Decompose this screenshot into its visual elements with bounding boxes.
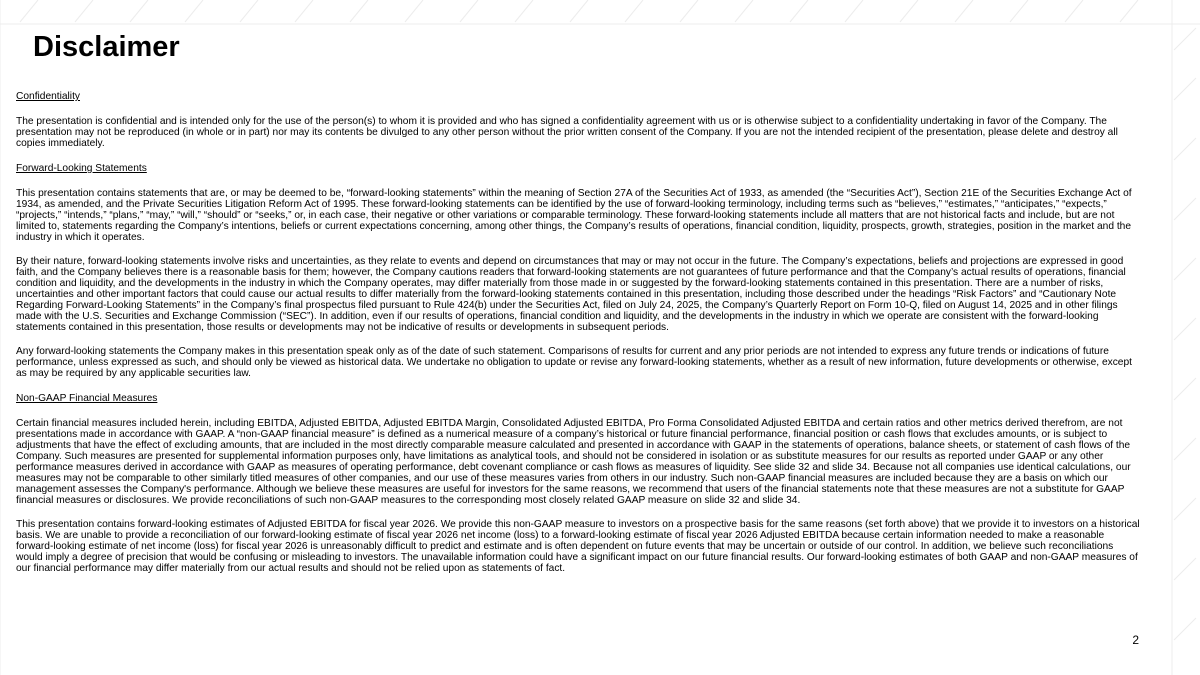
non-gaap-paragraph-1: Certain financial measures included herein, including EBITDA, Adjusted EBITDA, Adjusted EBITDA Margin, Consolidated Adjusted EBITDA, Pro Forma Consolidated Adjusted EBITDA and certain ratios and other metrics derived therefrom, are not presentations made in accordance with GAAP. A “non-GAAP financial measure” is defined as a numerical measure of a company’s historical or future financial performance, financial position or cash flows that excludes amounts, or is subject to adjustments that have the effect of excluding amounts, that are included in the most directly comparable measure calculated and presented in accordance with GAAP in the statements of operations, balance sheets, or statement of cash flows of the Company. Such measures are presented for supplemental information purposes only, have limitations as analytical tools, and should not be considered in isolation or as substitute measures for our results as reported under GAAP or any other performance measures derived in accordance with GAAP as measures of operating performance, debt covenant compliance or cash flows as measures of liquidity. See slide 32 and slide 34. Because not all companies use identical calculations, our measures may not be comparable to other similarly titled measures of other companies, and our use of these measures varies from others in our industry. Such non-GAAP financial measures are included because they are a basis on which our management assesses the Company's performance. Although we believe these measures are useful for investors for the same reasons, we recommend that users of the financial statements note that these measures are not a substitute for GAAP financial measures or disclosures. We provide reconciliations of such non-GAAP measures to the corresponding most closely related GAAP measure on slide 32 and slide 34.	[16, 418, 1131, 506]
disclaimer-body	[16, 91, 1142, 574]
page-number: 2	[1132, 633, 1139, 647]
non-gaap-heading: Non-GAAP Financial Measures	[16, 393, 158, 404]
forward-looking-paragraph-3: Any forward-looking statements the Company makes in this presentation speak only as of the date of such statement. Comparisons of results for current and any prior periods are not intended to express any future trends or indications of future performance, unless expressed as such, and should only be viewed as historical data. We undertake no obligation to update or revise any forward-looking statements, whether as a result of new information, future developments or otherwise, except as may be required by any applicable securities law.	[16, 346, 1132, 379]
confidentiality-paragraph: The presentation is confidential and is intended only for the use of the person(s) to whom it is provided and who has signed a confidentiality agreement with us or is otherwise subject to a confidentiality undertaking in favor of the Company. The presentation may not be reproduced (in whole or in part) nor may its contents be divulged to any other person without the prior written consent of the Company. If you are not the intended recipient of the presentation, please delete and destroy all copies immediately.	[16, 116, 1118, 149]
page-title: Disclaimer	[33, 31, 180, 63]
non-gaap-paragraph-2: This presentation contains forward-looking estimates of Adjusted EBITDA for fiscal year 2026. We provide this non-GAAP measure to investors on a prospective basis for the same reasons (set forth above) that we provide it to investors on a historical basis. We are unable to provide a reconciliation of our forward-looking estimate of fiscal year 2026 net income (loss) to a forward-looking estimate of fiscal year 2026 Adjusted EBITDA because certain information needed to make a reasonable forward-looking estimate of net income (loss) for fiscal year 2026 is unreasonably difficult to predict and estimate and is often dependent on future events that may be uncertain or outside of our control. In addition, we believe such reconciliations would imply a degree of precision that would be confusing or misleading to investors. The unavailable information could have a significant impact on our future financial results. Our forward-looking estimates of both GAAP and non-GAAP measures of our financial performance may differ materially from our actual results and should not be relied upon as statements of fact.	[16, 519, 1140, 574]
forward-looking-paragraph-1: This presentation contains statements that are, or may be deemed to be, “forward-looking statements” within the meaning of Section 27A of the Securities Act of 1933, as amended (the “Securities Act”), Section 21E of the Securities Exchange Act of 1934, as amended, and the Private Securities Litigation Reform Act of 1995. These forward-looking statements can be identified by the use of forward-looking terminology, including terms such as “believes,” “estimates,” “anticipates,” “expects,” “projects,” “intends,” “plans,” “may,” “will,” “should” or “seeks,” or, in each case, their negative or other variations or comparable terminology. These forward-looking statements include all matters that are not historical facts and include, but are not limited to, statements regarding the Company’s intentions, beliefs or current expectations concerning, among other things, the Company’s results of operations, financial condition, liquidity, prospects, growth, strategies, position in the market and the industry in which it operates.	[16, 188, 1132, 243]
confidentiality-heading: Confidentiality	[16, 91, 80, 102]
forward-looking-paragraph-2: By their nature, forward-looking statements involve risks and uncertainties, as they relate to events and depend on circumstances that may or may not occur in the future. The Company’s expectations, beliefs and projections are expressed in good faith, and the Company believes there is a reasonable basis for them; however, the Company cautions readers that forward-looking statements are not guarantees of future performance and that the Company’s actual results of operations, financial condition and liquidity, and the developments in the industry in which the Company operates, may differ materially from those made in or suggested by the forward-looking statements contained in this presentation. There are a number of risks, uncertainties and other important factors that could cause our actual results to differ materially from the forward-looking statements contained in this presentation, including those described under the headings “Risk Factors” and “Cautionary Note Regarding Forward-Looking Statements” in the Company’s final prospectus filed pursuant to Rule 424(b) under the Securities Act, filed on July 24, 2025, the Company’s Quarterly Report on Form 10-Q, filed on August 14, 2025 and in other filings made with the U.S. Securities and Exchange Commission (“SEC”). In addition, even if our results of operations, financial condition and liquidity, and the developments in the industry in which we operate are consistent with the forward-looking statements contained in this presentation, those results or developments may not be indicative of results or developments in subsequent periods.	[16, 256, 1126, 333]
forward-looking-heading: Forward-Looking Statements	[16, 163, 147, 174]
